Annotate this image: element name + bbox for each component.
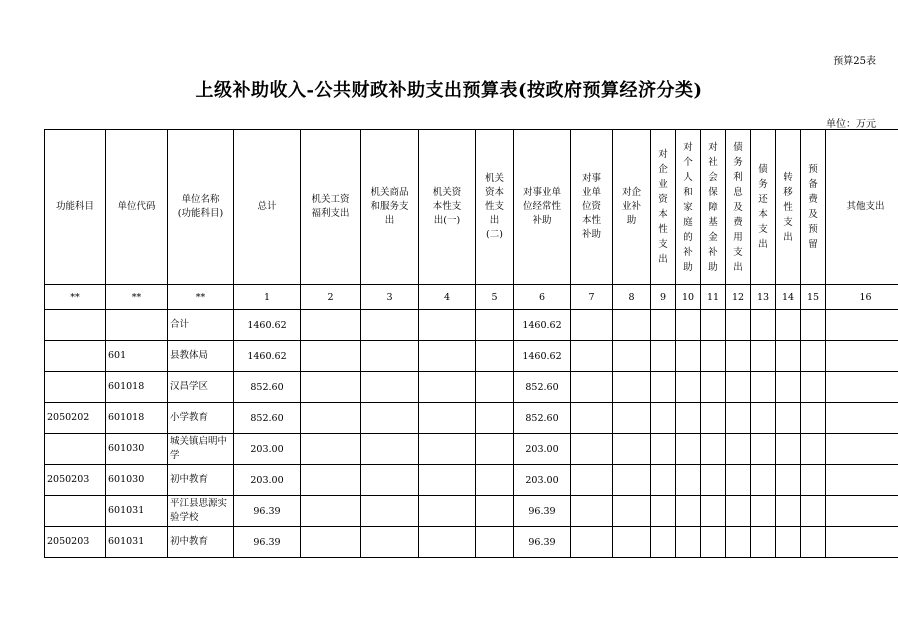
index-cell-15: 13 [751,285,776,310]
column-header-0: 功能科目 [45,130,106,285]
column-header-13: 对社会保障基金补助 [701,130,726,285]
empty-cell [776,465,801,496]
index-cell-14: 12 [726,285,751,310]
empty-cell [676,496,701,527]
empty-cell [801,310,826,341]
empty-cell [571,527,613,558]
column-header-2: 单位名称 (功能科目) [168,130,234,285]
empty-cell [651,341,676,372]
empty-cell [476,465,514,496]
empty-cell [776,527,801,558]
empty-cell [751,372,776,403]
empty-cell [726,527,751,558]
column-header-6: 机关资 本性支 出(一) [419,130,476,285]
func-code-cell: 2050202 [45,403,106,434]
index-cell-3: 1 [234,285,301,310]
empty-cell [613,372,651,403]
total-cell: 852.60 [234,372,301,403]
empty-cell [419,403,476,434]
institution-subsidy-cell: 852.60 [514,372,571,403]
empty-cell [361,434,419,465]
empty-cell [571,465,613,496]
total-cell: 96.39 [234,527,301,558]
empty-cell [651,496,676,527]
empty-cell [726,310,751,341]
empty-cell [419,372,476,403]
empty-cell [701,434,726,465]
empty-cell [301,496,361,527]
table-row [45,527,898,558]
empty-cell [301,434,361,465]
empty-cell [751,465,776,496]
empty-cell [476,434,514,465]
index-cell-7: 5 [476,285,514,310]
empty-cell [676,434,701,465]
empty-cell [726,496,751,527]
empty-cell [361,465,419,496]
index-cell-1: ** [106,285,168,310]
empty-cell [801,434,826,465]
empty-cell [419,527,476,558]
empty-cell [676,341,701,372]
institution-subsidy-cell: 203.00 [514,465,571,496]
column-header-11: 对企业资本性支出 [651,130,676,285]
empty-cell [571,496,613,527]
unit-code-cell: 601031 [106,527,168,558]
func-code-cell [45,496,106,527]
unit-code-cell: 601018 [106,403,168,434]
column-header-17: 预备费及预留 [801,130,826,285]
page-title: 上级补助收入-公共财政补助支出预算表(按政府预算经济分类) [195,80,703,101]
empty-cell [476,341,514,372]
empty-cell [613,527,651,558]
column-header-3: 总计 [234,130,301,285]
total-cell: 852.60 [234,403,301,434]
empty-cell [676,465,701,496]
empty-cell [751,496,776,527]
empty-cell [701,403,726,434]
func-code-cell [45,341,106,372]
empty-cell [751,527,776,558]
column-header-10: 对企 业补 助 [613,130,651,285]
func-code-cell [45,372,106,403]
institution-subsidy-cell: 1460.62 [514,310,571,341]
unit-name-cell: 县教体局 [168,341,234,372]
empty-cell [651,434,676,465]
institution-subsidy-cell: 1460.62 [514,341,571,372]
empty-cell [751,434,776,465]
index-cell-18: 16 [826,285,898,310]
index-cell-4: 2 [301,285,361,310]
empty-cell [801,496,826,527]
empty-cell [826,465,898,496]
unit-code-cell: 601030 [106,465,168,496]
func-code-cell [45,310,106,341]
empty-cell [571,372,613,403]
table-row [45,496,898,527]
total-cell: 1460.62 [234,310,301,341]
empty-cell [701,310,726,341]
unit-code-cell: 601 [106,341,168,372]
index-cell-10: 8 [613,285,651,310]
empty-cell [676,310,701,341]
empty-cell [826,372,898,403]
index-cell-6: 4 [419,285,476,310]
empty-cell [726,465,751,496]
index-cell-8: 6 [514,285,571,310]
empty-cell [301,341,361,372]
empty-cell [776,403,801,434]
index-cell-11: 9 [651,285,676,310]
empty-cell [301,527,361,558]
column-header-12: 对个人和家庭的补助 [676,130,701,285]
index-cell-9: 7 [571,285,613,310]
column-header-9: 对事 业单 位资 本性 补助 [571,130,613,285]
empty-cell [776,372,801,403]
unit-code-cell: 601030 [106,434,168,465]
index-row [45,285,898,310]
func-code-cell: 2050203 [45,527,106,558]
empty-cell [301,403,361,434]
empty-cell [776,496,801,527]
empty-cell [571,341,613,372]
empty-cell [826,341,898,372]
empty-cell [361,341,419,372]
func-code-cell: 2050203 [45,465,106,496]
unit-name-cell: 初中教育 [168,465,234,496]
empty-cell [571,310,613,341]
column-header-5: 机关商品 和服务支 出 [361,130,419,285]
empty-cell [701,496,726,527]
empty-cell [826,527,898,558]
index-cell-17: 15 [801,285,826,310]
header-row [45,130,898,285]
table-row [45,465,898,496]
func-code-cell [45,434,106,465]
empty-cell [361,310,419,341]
empty-cell [419,465,476,496]
table-row [45,341,898,372]
empty-cell [801,372,826,403]
empty-cell [651,310,676,341]
total-cell: 203.00 [234,465,301,496]
unit-name-cell: 合计 [168,310,234,341]
column-header-4: 机关工资 福利支出 [301,130,361,285]
empty-cell [476,527,514,558]
empty-cell [651,372,676,403]
empty-cell [701,372,726,403]
empty-cell [419,341,476,372]
empty-cell [776,434,801,465]
column-header-16: 转移性支出 [776,130,801,285]
empty-cell [826,496,898,527]
empty-cell [361,496,419,527]
empty-cell [801,341,826,372]
institution-subsidy-cell: 852.60 [514,403,571,434]
empty-cell [826,310,898,341]
table-row [45,403,898,434]
empty-cell [826,403,898,434]
empty-cell [751,341,776,372]
empty-cell [613,465,651,496]
empty-cell [571,403,613,434]
empty-cell [651,403,676,434]
empty-cell [301,465,361,496]
empty-cell [419,310,476,341]
empty-cell [801,403,826,434]
unit-label: 单位：万元 [826,119,876,130]
empty-cell [476,372,514,403]
column-header-8: 对事业单 位经常性 补助 [514,130,571,285]
table-row [45,434,898,465]
table-row [45,310,898,341]
column-header-18: 其他支出 [826,130,898,285]
unit-name-cell: 平江县思源实验学校 [168,496,234,527]
table-code: 预算25表 [833,56,876,67]
empty-cell [801,527,826,558]
empty-cell [751,310,776,341]
empty-cell [726,341,751,372]
index-cell-13: 11 [701,285,726,310]
empty-cell [826,434,898,465]
empty-cell [676,372,701,403]
empty-cell [701,527,726,558]
institution-subsidy-cell: 96.39 [514,496,571,527]
unit-name-cell: 初中教育 [168,527,234,558]
total-cell: 96.39 [234,496,301,527]
budget-table [44,129,898,558]
unit-name-cell: 汉昌学区 [168,372,234,403]
empty-cell [651,465,676,496]
unit-name-cell: 城关镇启明中学 [168,434,234,465]
column-header-15: 债务还本支出 [751,130,776,285]
column-header-7: 机关 资本 性支 出 (二) [476,130,514,285]
index-cell-16: 14 [776,285,801,310]
total-cell: 1460.62 [234,341,301,372]
empty-cell [476,496,514,527]
empty-cell [419,496,476,527]
empty-cell [361,372,419,403]
empty-cell [301,310,361,341]
unit-code-cell [106,310,168,341]
empty-cell [476,403,514,434]
empty-cell [476,310,514,341]
index-cell-12: 10 [676,285,701,310]
empty-cell [361,403,419,434]
empty-cell [613,496,651,527]
empty-cell [301,372,361,403]
table-row [45,372,898,403]
empty-cell [651,527,676,558]
empty-cell [726,403,751,434]
empty-cell [571,434,613,465]
institution-subsidy-cell: 96.39 [514,527,571,558]
empty-cell [751,403,776,434]
index-cell-2: ** [168,285,234,310]
unit-name-cell: 小学教育 [168,403,234,434]
total-cell: 203.00 [234,434,301,465]
empty-cell [613,434,651,465]
empty-cell [726,434,751,465]
empty-cell [701,465,726,496]
empty-cell [419,434,476,465]
empty-cell [701,341,726,372]
empty-cell [613,310,651,341]
empty-cell [726,372,751,403]
unit-code-cell: 601018 [106,372,168,403]
column-header-14: 债务利息及费用支出 [726,130,751,285]
unit-code-cell: 601031 [106,496,168,527]
empty-cell [613,341,651,372]
empty-cell [613,403,651,434]
index-cell-5: 3 [361,285,419,310]
column-header-1: 单位代码 [106,130,168,285]
empty-cell [361,527,419,558]
institution-subsidy-cell: 203.00 [514,434,571,465]
empty-cell [676,403,701,434]
empty-cell [776,310,801,341]
index-cell-0: ** [45,285,106,310]
empty-cell [801,465,826,496]
empty-cell [676,527,701,558]
empty-cell [776,341,801,372]
